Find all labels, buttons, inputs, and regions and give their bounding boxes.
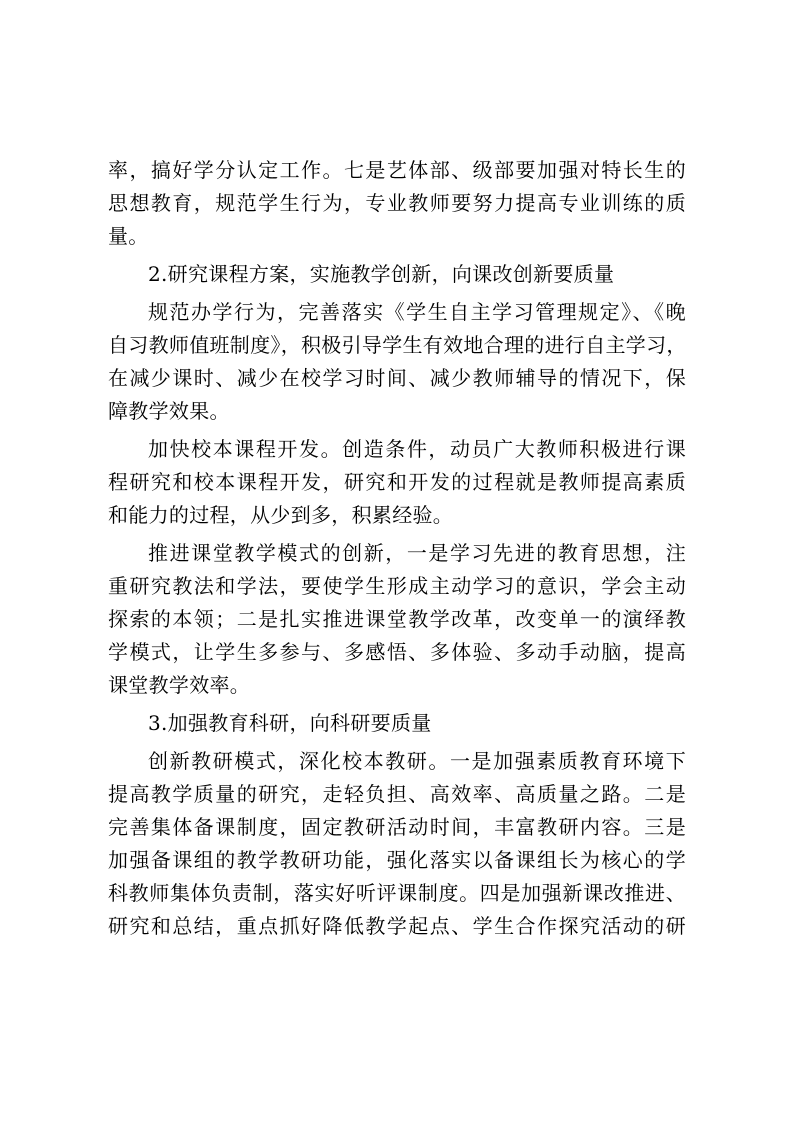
text-line: 规范办学行为，完善落实《学生自主学习管理规定》、《晚 — [148, 300, 686, 324]
text-line: 加强备课组的教学教研功能，强化落实以备课组长为核心的学 — [108, 848, 686, 872]
paragraph-research-mode — [108, 745, 686, 943]
text-line: 创新教研模式，深化校本教研。一是加强素质教育环境下 — [148, 749, 686, 773]
document-body — [108, 154, 686, 948]
heading-text: 3.加强教育科研，向科研要质量 — [148, 711, 432, 735]
text-line: 重研究教法和学法，要使学生形成主动学习的意识，学会主动 — [108, 574, 686, 598]
text-line: 研究和总结，重点抓好降低教学起点、学生合作探究活动的研 — [108, 914, 686, 938]
text-line: 和能力的过程，从少到多，积累经验。 — [108, 503, 454, 527]
text-line: 完善集体备课制度，固定教研活动时间，丰富教研内容。三是 — [108, 815, 686, 839]
text-line: 提高教学质量的研究，走轻负担、高效率、高质量之路。二是 — [108, 782, 686, 806]
text-line: 课堂教学效率。 — [108, 673, 251, 697]
text-line: 在减少课时、减少在校学习时间、减少教师辅导的情况下，保 — [108, 366, 686, 390]
text-line: 程研究和校本课程开发，研究和开发的过程就是教师提高素质 — [108, 470, 686, 494]
heading-text: 2.研究课程方案，实施教学创新，向课改创新要质量 — [148, 262, 615, 286]
section-heading-2 — [108, 258, 686, 291]
text-line: 科教师集体负责制，落实好听评课制度。四是加强新课改推进、 — [108, 881, 686, 905]
text-line: 推进课堂教学模式的创新，一是学习先进的教育思想，注 — [148, 541, 686, 565]
text-line: 率，搞好学分认定工作。七是艺体部、级部要加强对特长生的 — [108, 158, 686, 182]
paragraph-school-curriculum — [108, 433, 686, 532]
text-line: 加快校本课程开发。创造条件，动员广大教师积极进行课 — [148, 437, 686, 461]
paragraph-regulate-school — [108, 296, 686, 428]
text-line: 思想教育，规范学生行为，专业教师要努力提高专业训练的质 — [108, 191, 686, 215]
text-line: 学模式，让学生多参与、多感悟、多体验、多动手动脑，提高 — [108, 640, 686, 664]
section-heading-3 — [108, 707, 686, 740]
text-line: 量。 — [108, 224, 149, 248]
paragraph-continuation — [108, 154, 686, 253]
text-line: 障教学效果。 — [108, 399, 230, 423]
paragraph-teaching-innovation — [108, 537, 686, 702]
text-line: 探索的本领；二是扎实推进课堂教学改革，改变单一的演绎教 — [108, 607, 686, 631]
text-line: 自习教师值班制度》，积极引导学生有效地合理的进行自主学习， — [108, 333, 687, 357]
